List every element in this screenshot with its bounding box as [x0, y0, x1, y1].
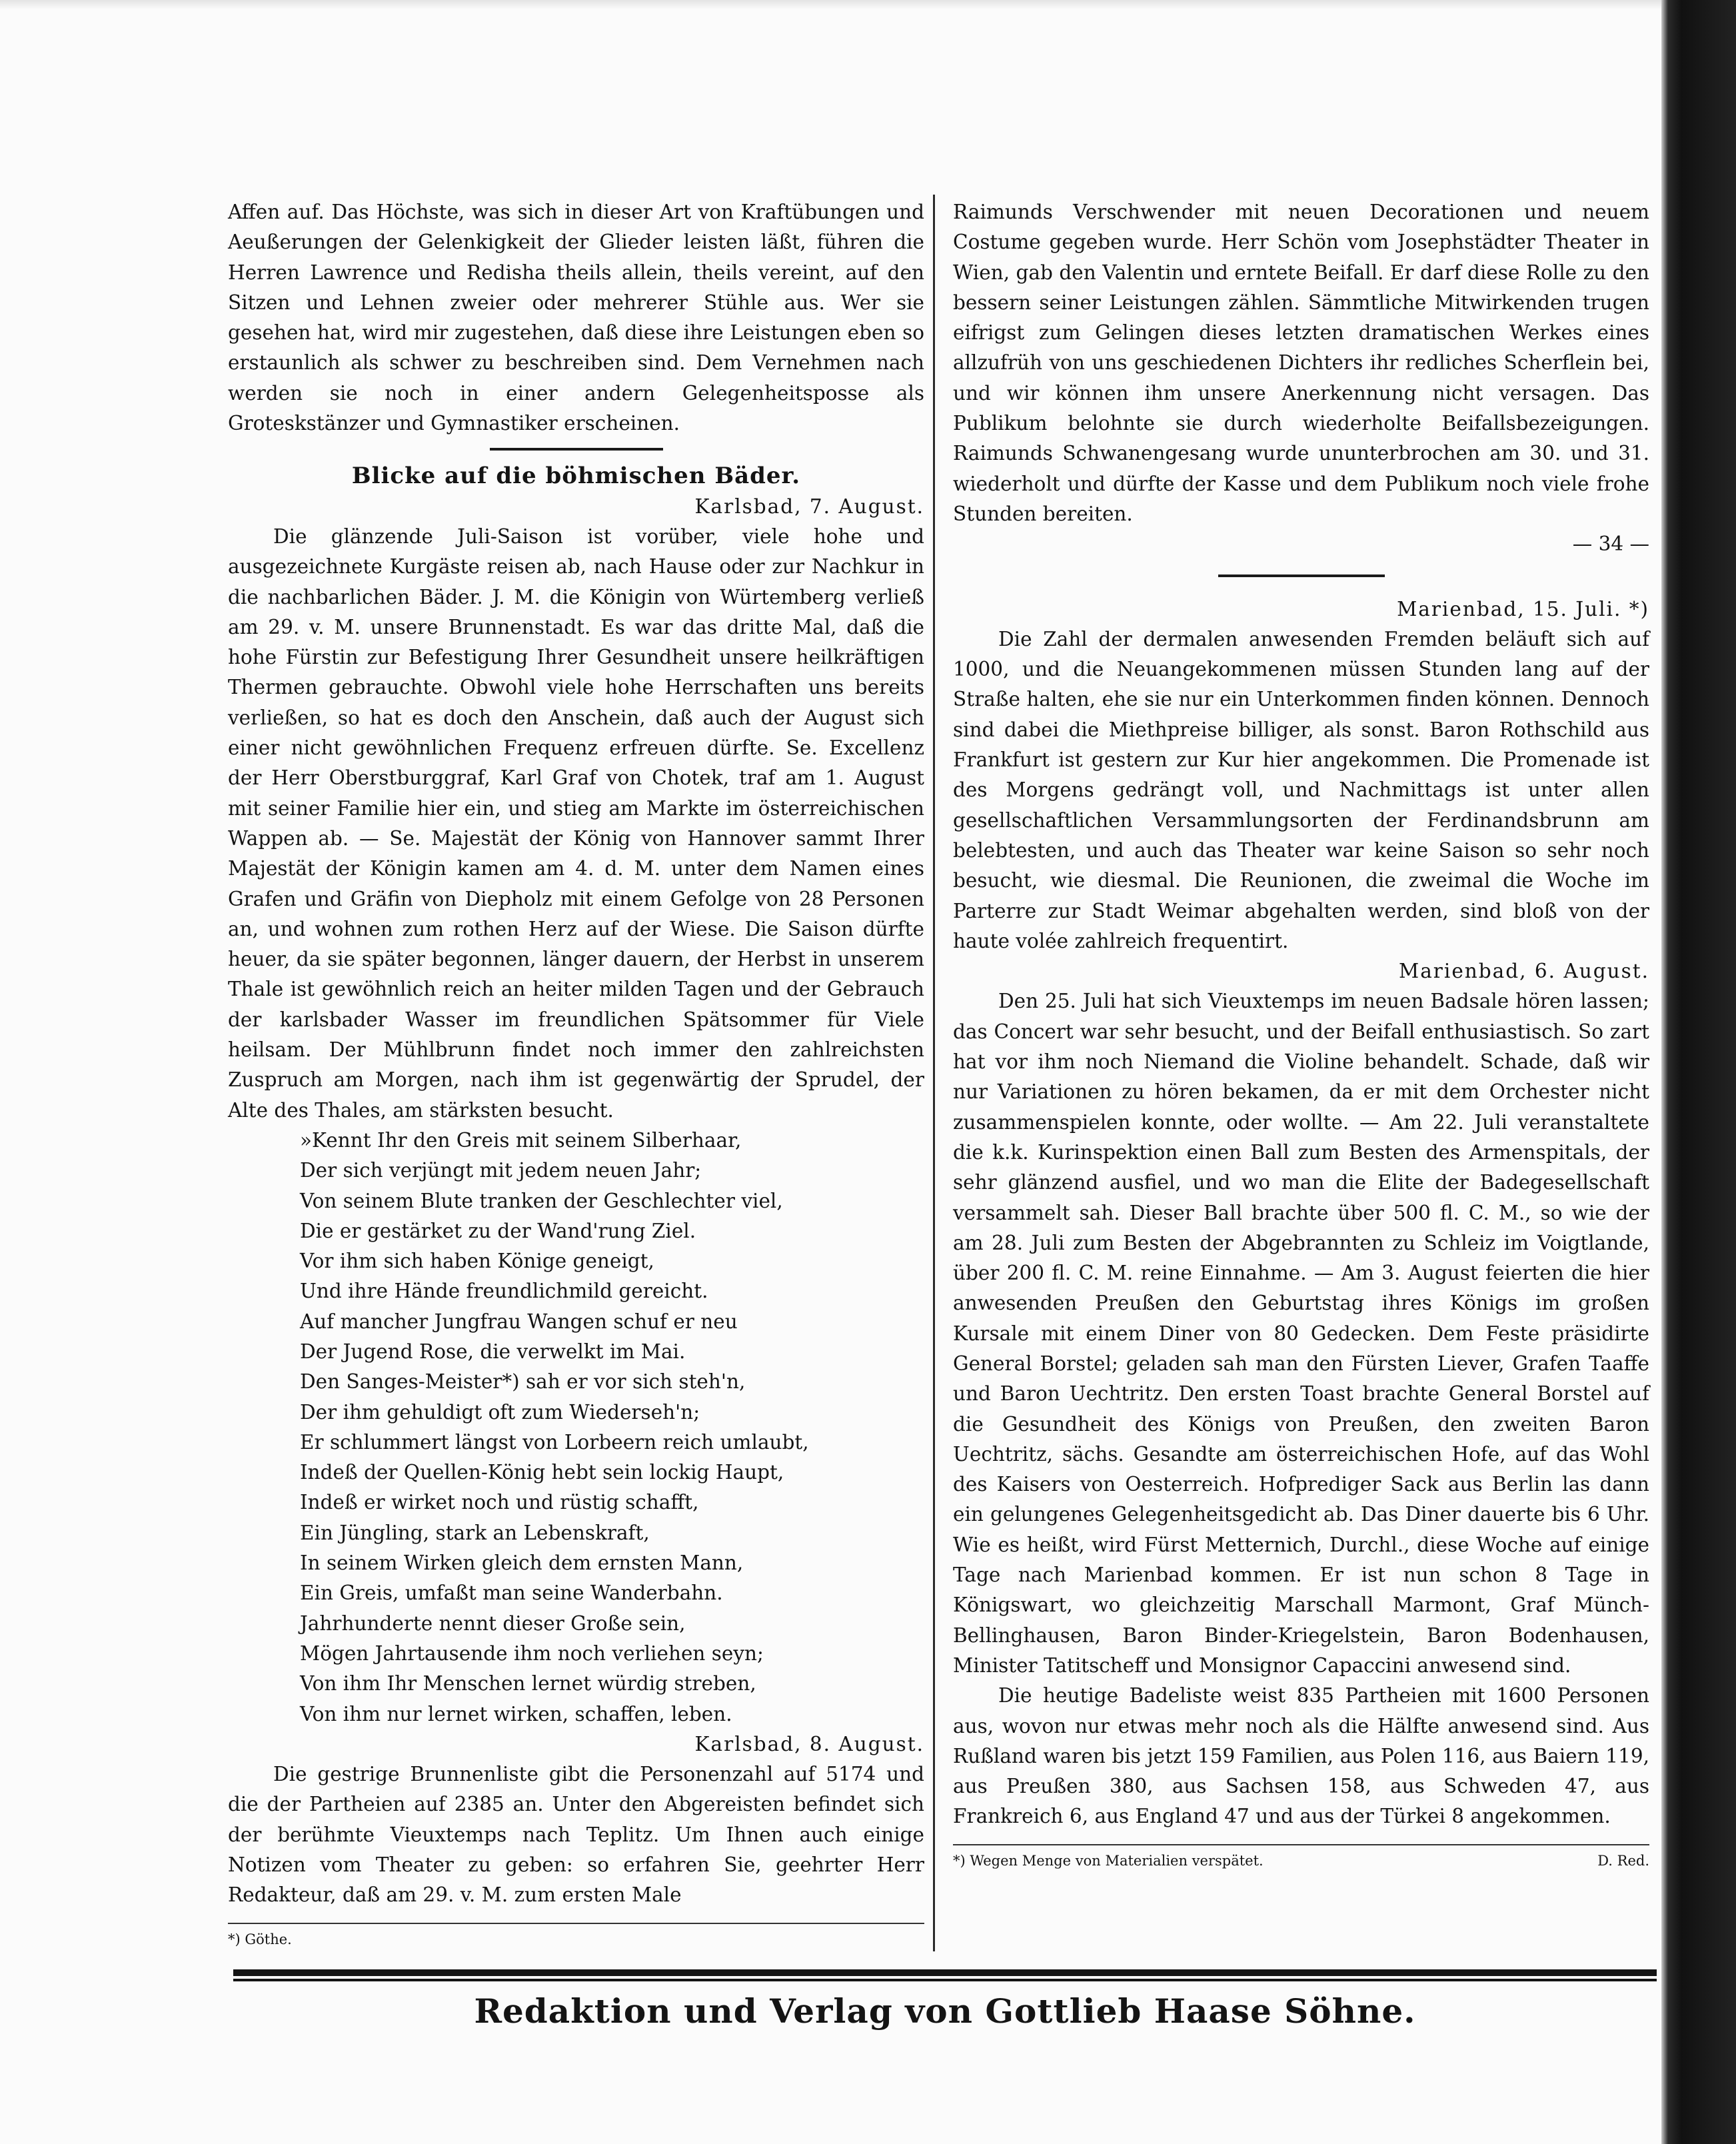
dateline-marienbad-1: Marienbad, 15. Juli. *)	[1397, 597, 1649, 620]
column-divider	[933, 195, 935, 1951]
left-paragraph-1: Affen auf. Das Höchste, was sich in dieser Art von Kraftübungen und Aeußerungen der Gelenkigkeit der Glieder leisten läßt, führen die Herren Lawrence und Redisha theils allein, theils vereint, auf den Sitzen und Lehnen zweier oder mehrerer Stühle aus. Wer sie gesehen hat, wird mir zugestehen, daß diese ihre Leistungen eben so erstaunlich als schwer zu beschreiben sind. Dem Vernehmen nach werden sie noch in einer andern Gelegenheitsposse als Groteskstänzer und Gymnastiker erscheinen.	[228, 201, 924, 435]
left-paragraph-2: Die glänzende Juli-Saison ist vorüber, viele hohe und ausgezeichnete Kurgäste reisen ab, nach Hause oder zur Nachkur in die nachbarlichen Bäder. J. M. die Königin von Würtemberg verließ am 29. v. M. unsere Brunnenstadt. Es war das dritte Mal, daß die hohe Fürstin zur Befestigung Ihrer Gesundheit unsere heilkräftigen Thermen gebrauchte. Obwohl viele hohe Herrschaften uns bereits verließen, so hat es doch den Anschein, daß auch der August sich einer nicht gewöhnlichen Frequenz erfreuen dürfte. Se. Excellenz der Herr Oberstburggraf, Karl Graf von Chotek, traf am 1. August mit seiner Familie hier ein, und stieg am Markte im österreichischen Wappen ab. — Se. Majestät der König von Hannover sammt Ihrer Majestät der Königin kamen am 4. d. M. unter dem Namen eines Grafen und Gräfin von Diepholz mit einem Gefolge von 28 Personen an, und wohnen zum rothen Herz auf der Wiese. Die Saison dürfte heuer, da sie später begonnen, länger dauern, der Herbst in unserem Thale ist gewöhnlich reich an heiter milden Tagen und der Gebrauch der karlsbader Wasser im freundlichen Spätsommer für Viele heilsam. Der Mühlbrunn findet noch immer den zahlreichsten Zuspruch am Morgen, nach ihm ist gegenwärtig der Sprudel, der Alte des Thales, am stärksten besucht.	[228, 525, 924, 1122]
footnote-rule	[228, 1923, 924, 1924]
poem-line: Mögen Jahrtausende ihm noch verliehen seyn;	[300, 1641, 764, 1665]
right-column	[953, 197, 1649, 1872]
poem-line: Den Sanges-Meister*) sah er vor sich steh'n,	[300, 1370, 746, 1394]
footnote-signature: D. Red.	[1597, 1852, 1649, 1869]
dateline-karlsbad-2: Karlsbad, 8. August.	[694, 1732, 924, 1755]
poem-line: Von seinem Blute tranken der Geschlechter viel,	[300, 1189, 783, 1212]
poem	[228, 1126, 924, 1729]
right-paragraph-4: Die heutige Badeliste weist 835 Partheien mit 1600 Personen aus, wovon nur etwas mehr noch als die Hälfte anwesend sind. Aus Rußland waren bis jetzt 159 Familien, aus Polen 116, aus Baiern 119, aus Preußen 380, aus Sachsen 158, aus Schweden 47, aus Frankreich 6, aus England 47 und aus der Türkei 8 angekommen.	[953, 1684, 1649, 1828]
publisher-imprint: Redaktion und Verlag von Gottlieb Haase Söhne.	[474, 1991, 1416, 2031]
dateline-marienbad-2: Marienbad, 6. August.	[1399, 960, 1649, 983]
poem-line: In seinem Wirken gleich dem ernsten Mann,	[300, 1552, 744, 1575]
left-footnote: *) Göthe.	[228, 1931, 292, 1947]
poem-line: Jahrhunderte nennt dieser Große sein,	[300, 1611, 686, 1635]
section-separator	[1218, 574, 1385, 577]
poem-line: Von ihm nur lernet wirken, schaffen, leben.	[300, 1702, 732, 1725]
poem-line: Vor ihm sich haben Könige geneigt,	[300, 1250, 654, 1273]
author-signature: — 34 —	[1572, 533, 1649, 556]
left-column	[228, 197, 924, 1951]
poem-line: Der Jugend Rose, die verwelkt im Mai.	[300, 1340, 686, 1363]
poem-line: Ein Greis, umfaßt man seine Wanderbahn.	[300, 1582, 723, 1605]
poem-line: Von ihm Ihr Menschen lernet würdig streben,	[300, 1672, 756, 1695]
poem-line: Indeß der Quellen-König hebt sein lockig Haupt,	[300, 1461, 784, 1484]
right-footnote	[953, 1849, 1649, 1872]
article-heading: Blicke auf die böhmischen Bäder.	[351, 463, 801, 490]
poem-line: Indeß er wirket noch und rüstig schafft,	[300, 1491, 699, 1514]
right-footnote-text: *) Wegen Menge von Materialien verspätet.	[953, 1852, 1264, 1869]
right-paragraph-3: Den 25. Juli hat sich Vieuxtemps im neuen Badsale hören lassen; das Concert war sehr besucht, und der Beifall enthusiastisch. So zart hat vor ihm noch Niemand die Violine behandelt. Schade, daß wir nur Variationen zu hören bekamen, da er mit dem Orchester nicht zusammenspielen konnte, oder wollte. — Am 22. Juli veranstaltete die k.k. Kurinspektion einen Ball zum Besten des Armenspitals, der sehr glänzend ausfiel, und wo man die Elite der Badegesellschaft versammelt sah. Dieser Ball brachte über 500 fl. C. M., so wie der am 28. Juli zum Besten der Abgebrannten zu Schleiz im Voigtlande, über 200 fl. C. M. reine Einnahme. — Am 3. August feierten die hier anwesenden Preußen den Geburtstag ihres Königs im großen Kursale mit einem Diner von 80 Gedecken. Dem Feste präsidirte General Borstel; geladen sah man den Fürsten Liever, Grafen Taaffe und Baron Uechtritz. Den ersten Toast brachte General Borstel auf die Gesundheit des Königs von Preußen, den zweiten Baron Uechtritz, sächs. Gesandte am österreichischen Hofe, auf das Wohl des Kaisers von Oesterreich. Hofprediger Sack aus Berlin las dann ein gelungenes Gelegenheitsgedicht ab. Das Diner dauerte bis 6 Uhr. Wie es heißt, wird Fürst Metternich, Durchl., diese Woche auf einige Tage nach Marienbad kommen. Er ist nun schon 8 Tage in Königswart, wo gleichzeitig Marschall Marmont, Graf Münch-Bellinghausen, Baron Binder-Kriegelstein, Baron Bodenhausen, Minister Tatitscheff und Monsignor Capaccini anwesend sind.	[953, 990, 1649, 1677]
right-paragraph-1: Raimunds Verschwender mit neuen Decorationen und neuem Costume gegeben wurde. Herr Schön vom Josephstädter Theater in Wien, gab den Valentin und erntete Beifall. Er darf diese Rolle zu den bessern seiner Leistungen zählen. Sämmtliche Mitwirkenden trugen eifrigst zum Gelingen dieses letzten dramatischen Werkes eines allzufrüh von uns geschiedenen Dichters ihr redliches Scherflein bei, und wir können ihm unsere Anerkennung nicht versagen. Das Publikum belohnte sie durch wiederholte Beifallsbezeigungen. Raimunds Schwanengesang wurde ununterbrochen am 30. und 31. wiederholt und dürfte der Kasse und dem Publikum noch viele frohe Stunden bereiten.	[953, 201, 1649, 525]
right-paragraph-2: Die Zahl der dermalen anwesenden Fremden beläuft sich auf 1000, und die Neuangekommenen müssen Stunden lang auf der Straße halten, ehe sie nur ein Unterkommen finden können. Dennoch sind dabei die Miethpreise billiger, als sonst. Baron Rothschild aus Frankfurt ist gestern zur Kur hier angekommen. Die Promenade ist des Morgens gedrängt voll, und Nachmittags ist unter allen gesellschaftlichen Versammlungsorten der Ferdinandsbrunn am belebtesten, und auch das Theater war keine Saison so sehr noch besucht, wie diesmal. Die Reunionen, die zweimal die Woche im Parterre zur Stadt Weimar abgehalten werden, sind bloß von der haute volée zahlreich frequentirt.	[953, 627, 1649, 952]
footnote-rule	[953, 1844, 1649, 1845]
page-top-shadow	[0, 0, 1661, 9]
poem-line: Der sich verjüngt mit jedem neuen Jahr;	[300, 1159, 702, 1182]
poem-line: Die er gestärket zu der Wand'rung Ziel.	[300, 1219, 696, 1242]
imprint-rule	[233, 1969, 1657, 1981]
poem-line: Er schlummert längst von Lorbeern reich umlaubt,	[300, 1430, 809, 1454]
section-separator	[490, 448, 663, 451]
scan-border	[1661, 0, 1736, 2144]
dateline-karlsbad-1: Karlsbad, 7. August.	[694, 495, 924, 518]
poem-line: Und ihre Hände freundlichmild gereicht.	[300, 1280, 708, 1303]
poem-line: Auf mancher Jungfrau Wangen schuf er neu	[300, 1310, 738, 1333]
poem-line: »Kennt Ihr den Greis mit seinem Silberhaar,	[300, 1128, 742, 1152]
left-paragraph-3: Die gestrige Brunnenliste gibt die Personenzahl auf 5174 und die der Partheien auf 2385 an. Unter den Abgereisten befindet sich der berühmte Vieuxtemps nach Teplitz. Um Ihnen auch einige Notizen vom Theater zu geben: so erfahren Sie, geehrter Herr Redakteur, daß am 29. v. M. zum ersten Male	[228, 1763, 924, 1907]
poem-line: Ein Jüngling, stark an Lebenskraft,	[300, 1521, 650, 1544]
poem-line: Der ihm gehuldigt oft zum Wiederseh'n;	[300, 1400, 700, 1424]
